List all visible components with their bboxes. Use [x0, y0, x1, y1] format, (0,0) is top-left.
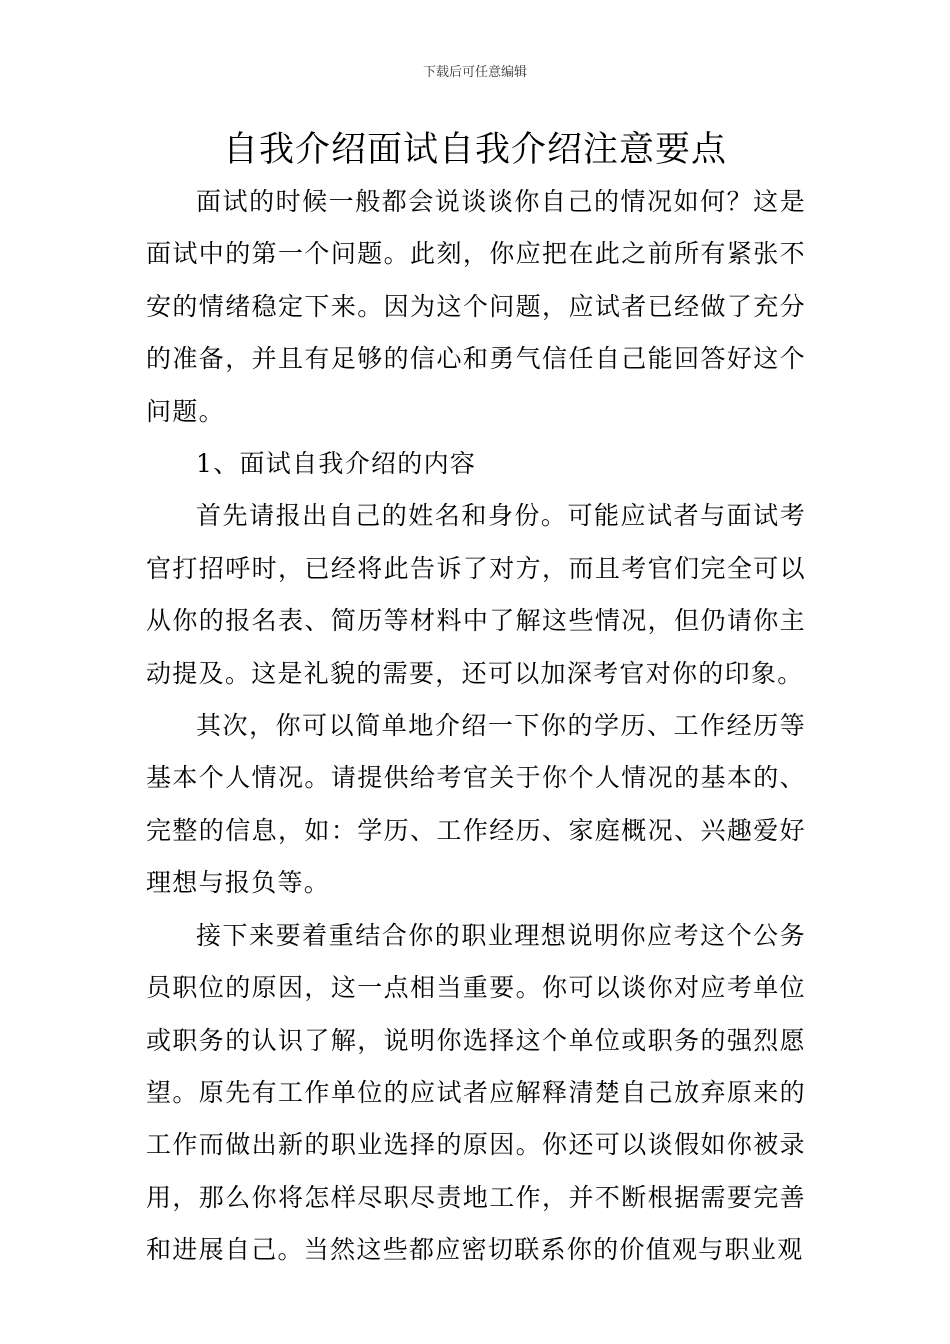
paragraph-background: 其次，你可以简单地介绍一下你的学历、工作经历等基本个人情况。请提供给考官关于你个人情况的基本的、完整的信息，如：学历、工作经历、家庭概况、兴趣爱好理想与报负等。	[146, 711, 806, 898]
paragraph-intro: 面试的时候一般都会说谈谈你自己的情况如何？这是面试中的第一个问题。此刻，你应把在此之前所有紧张不安的情绪稳定下来。因为这个问题，应试者已经做了充分的准备，并且有足够的信心和勇气信任自己能回答好这个问题。	[146, 187, 806, 426]
page-header-note: 下载后可任意编辑	[422, 65, 527, 80]
paragraph-motivation: 接下来要着重结合你的职业理想说明你应考这个公务员职位的原因，这一点相当重要。你可以谈你对应考单位或职务的认识了解，说明你选择这个单位或职务的强烈愿望。原先有工作单位的应试者应解释清楚自己放弃原来的工作而做出新的职业选择的原因。你还可以谈假如你被录用，那么你将怎样尽职尽责地工作，并不断根据需要完善和进展自己。当然这些都应密切联系你的价值观与职业观	[146, 920, 806, 1265]
paragraph-name-identity: 首先请报出自己的姓名和身份。可能应试者与面试考官打招呼时，已经将此告诉了对方，而且考官们完全可以从你的报名表、简历等材料中了解这些情况，但仍请你主动提及。这是礼貌的需要，还可以加深考官对你的印象。	[146, 501, 806, 688]
document-body	[146, 176, 806, 1277]
section-heading: 1、面试自我介绍的内容	[196, 449, 477, 479]
document-title: 自我介绍面试自我介绍注意要点	[222, 130, 727, 170]
